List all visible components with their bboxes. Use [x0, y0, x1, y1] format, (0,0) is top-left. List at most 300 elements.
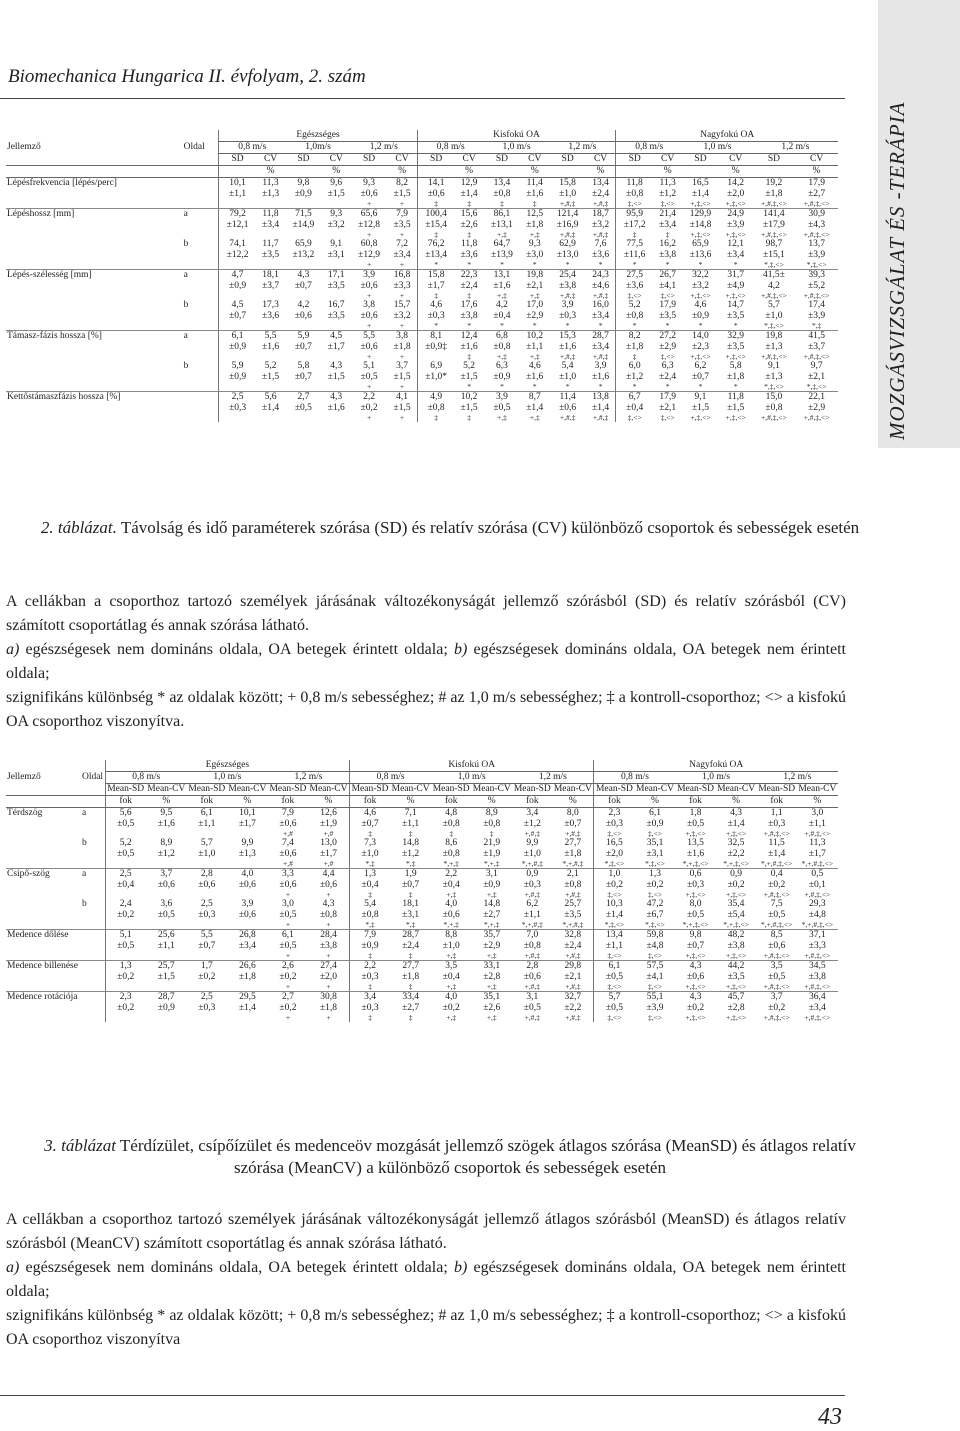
cell-value: 2,5 [119, 869, 132, 879]
cell-value: ±2,7 [483, 910, 501, 920]
table-row [6, 270, 838, 301]
cell-value: 44,2 [727, 961, 745, 971]
significance-mark: *,‡,<> [645, 859, 665, 868]
group-header: Kisfokú OA [350, 760, 594, 772]
metric-header: SD [417, 154, 454, 166]
cell-value: 16,0 [592, 300, 609, 310]
cell-value: 25,7 [157, 961, 175, 971]
data-cell [322, 270, 351, 301]
cell-value: 7,9 [282, 808, 294, 818]
row-side: b [81, 899, 87, 909]
cell-value: 3,8 [363, 300, 375, 310]
data-cell [471, 869, 512, 900]
data-cell [682, 300, 718, 331]
cell-value: ±1,6 [493, 281, 511, 291]
cell-value: 12,5 [526, 209, 544, 219]
cell-value: ±4,1 [659, 281, 677, 291]
cell-value: 9,9 [241, 838, 254, 848]
data-cell [512, 869, 552, 900]
cell-value: ±1,8 [626, 342, 644, 352]
cell-value: 11,8 [727, 392, 744, 402]
cell-value: ±0,4 [493, 311, 511, 321]
cell-value: ±0,8 [564, 880, 582, 890]
cell-value: 29,3 [809, 899, 826, 909]
cell-value: ±0,8 [626, 189, 644, 199]
significance-mark: +,#,‡ [524, 982, 541, 991]
cell-value: 2,5 [200, 992, 213, 1002]
data-cell [520, 239, 549, 270]
metric-header: CV [455, 154, 484, 166]
cell-value: ±1,7 [327, 342, 345, 352]
cell-value: ±1,6 [526, 189, 544, 199]
cell-value: 41,5 [808, 331, 825, 341]
cell-value: ±1,0 [559, 189, 577, 199]
data-cell [676, 930, 716, 961]
data-cell [256, 361, 285, 392]
data-cell [676, 961, 716, 992]
data-cell [549, 178, 585, 209]
significance-mark: *,+,#,‡ [521, 920, 543, 929]
cell-value: 3,9 [594, 361, 607, 371]
significance-mark: +,‡,<> [690, 413, 711, 422]
data-cell [387, 178, 417, 209]
row-label: Térdszög [6, 808, 81, 839]
cell-value: ±1,7 [427, 281, 445, 291]
data-cell [653, 239, 682, 270]
significance-mark: +,#,‡ [524, 829, 541, 838]
cell-value: 10,2 [526, 331, 544, 341]
data-cell [390, 838, 431, 869]
cell-value: 11,3 [659, 178, 676, 188]
cell-value: ±1,9 [483, 849, 501, 859]
data-cell [417, 392, 454, 423]
data-cell [350, 808, 391, 839]
significance-mark: *,+,‡ [484, 859, 500, 868]
data-cell [268, 930, 308, 961]
group-header: Nagyfokú OA [594, 760, 838, 772]
cell-value: 2,2 [364, 961, 377, 971]
metric-header: Mean-SD [188, 784, 226, 794]
data-cell [417, 300, 454, 331]
cell-value: 19,8 [526, 270, 544, 280]
significance-mark: + [326, 920, 331, 929]
significance-mark: ‡ [408, 951, 413, 960]
data-cell [512, 899, 552, 930]
data-cell [268, 899, 308, 930]
cell-value: 86,1 [493, 209, 511, 219]
cell-value: ±0,6 [279, 880, 297, 890]
speed-header: 1,0 m/s [484, 142, 550, 154]
metric-header: SD [682, 154, 718, 166]
data-cell [227, 930, 268, 961]
significance-mark: +,#,‡ [592, 230, 609, 239]
significance-mark: +,‡ [446, 951, 457, 960]
data-cell [616, 392, 653, 423]
data-cell [795, 361, 838, 392]
cell-value: 4,0 [445, 992, 458, 1002]
data-cell [586, 209, 616, 240]
significance-mark: *,+,‡,<> [682, 859, 709, 868]
cell-value: ±1,5 [393, 372, 411, 382]
data-cell [520, 392, 549, 423]
cell-value: 3,7 [770, 992, 783, 1002]
metric-header: CV [387, 154, 417, 166]
data-cell [308, 808, 350, 839]
cell-value: ±2,4 [564, 941, 582, 951]
cell-value: ±0,2 [117, 972, 135, 982]
cell-value: 19,8 [765, 331, 783, 341]
speed-header: 1,2 m/s [753, 142, 838, 154]
data-cell [471, 930, 512, 961]
cell-value: 2,5 [200, 899, 213, 909]
cell-value: ±1,5 [460, 403, 478, 413]
cell-value: ±0,6 [768, 941, 786, 951]
cell-value: 5,9 [231, 361, 244, 371]
significance-mark: + [285, 890, 291, 899]
significance-mark: ‡ [368, 951, 372, 960]
unit-header: fok [512, 796, 552, 808]
unit-header: % [797, 796, 838, 808]
data-cell [431, 869, 471, 900]
cell-value: ±1,1 [229, 189, 247, 199]
data-cell [431, 992, 471, 1023]
cell-value: 22,3 [460, 270, 478, 280]
note-b: b) [453, 641, 468, 658]
data-cell [653, 178, 682, 209]
data-cell [187, 808, 227, 839]
cell-value: ±0,3 [361, 972, 379, 982]
row-side [81, 992, 105, 1023]
cell-value: ±3,6 [592, 250, 610, 260]
cell-value: ±0,3 [559, 311, 577, 321]
note-a-text: egészségesek nem domináns oldala, OA betegek érintett oldala; [19, 1259, 454, 1276]
data-cell [520, 270, 549, 301]
cell-value: 5,7 [768, 300, 780, 310]
cell-value: ±0,9 [361, 941, 379, 951]
cell-value: 2,8 [200, 869, 213, 879]
significance-mark: ‡ [368, 982, 372, 991]
data-cell [351, 361, 387, 392]
cell-value: ±0,5 [294, 403, 312, 413]
cell-value: ±0,5 [768, 910, 786, 920]
cell-value: ±0,6 [198, 880, 216, 890]
significance-mark: +,#,‡ [524, 951, 541, 960]
cell-value: ±0,6 [427, 189, 445, 199]
data-cell [308, 961, 350, 992]
data-cell [350, 838, 391, 869]
metric-header: Mean-CV [308, 784, 350, 796]
significance-mark: * [434, 260, 438, 269]
cell-value: 55,1 [646, 992, 664, 1002]
data-cell [146, 808, 187, 839]
significance-mark: + [366, 199, 372, 208]
significance-mark: +,‡,<> [685, 951, 706, 960]
cell-value: 4,2 [297, 300, 310, 310]
cell-value: ±16,9 [556, 220, 579, 230]
significance-mark: +,‡ [529, 230, 540, 239]
cell-value: ±0,2 [687, 1003, 705, 1013]
cell-value: ±0,8 [523, 941, 541, 951]
cell-value: 65,6 [360, 209, 378, 219]
cell-value: 32,8 [564, 930, 582, 940]
note-line [6, 1256, 846, 1304]
data-cell [387, 331, 417, 362]
cell-value: ±0,8 [319, 910, 338, 920]
cell-value: ±2,7 [808, 189, 826, 199]
significance-mark: +,#,‡,<> [763, 951, 790, 960]
cell-value: 74,1 [229, 239, 246, 249]
data-cell [285, 300, 321, 331]
data-cell [682, 331, 718, 362]
cell-value: ±0,7 [229, 311, 247, 321]
cell-value: ±0,6 [360, 311, 378, 321]
data-cell [285, 331, 321, 362]
data-cell [455, 392, 484, 423]
cell-value: 1,0 [608, 869, 621, 879]
cell-value: ±3,8 [808, 972, 826, 982]
cell-value: ±0,2 [646, 880, 664, 890]
significance-mark: * [632, 321, 637, 330]
data-cell [256, 300, 285, 331]
cell-value: 13,1 [493, 270, 511, 280]
data-cell [634, 869, 675, 900]
cell-value: 9,3 [528, 239, 541, 249]
cell-value: ±3,5 [393, 220, 411, 230]
row-label: Csípő-szög [6, 869, 81, 900]
cell-value: ±0,5 [493, 403, 511, 413]
significance-mark: +,#,‡,<> [803, 413, 830, 422]
cell-value: 5,6 [264, 392, 277, 402]
significance-mark: ‡ [500, 199, 504, 208]
metric-header: Mean-CV [798, 784, 837, 794]
data-cell [682, 209, 718, 240]
data-cell [594, 899, 635, 930]
cell-value: ±1,1 [526, 342, 544, 352]
data-cell [716, 961, 757, 992]
row-label: Támasz-fázis hossza [%] [6, 331, 183, 362]
cell-value: 4,9 [430, 392, 443, 402]
cell-value: 22,1 [808, 392, 825, 402]
significance-mark: +,‡ [497, 230, 507, 239]
data-cell [520, 331, 549, 362]
cell-value: ±3,4 [238, 941, 256, 951]
data-cell [285, 392, 321, 423]
data-cell [322, 300, 351, 331]
cell-value: 12,4 [460, 331, 478, 341]
data-cell [351, 178, 387, 209]
cell-value: ±3,4 [393, 250, 411, 260]
data-cell [350, 869, 391, 900]
cell-value: 12,1 [727, 239, 745, 249]
cell-value: 14,8 [402, 838, 419, 848]
data-cell [616, 300, 653, 331]
row-side [183, 392, 219, 423]
data-cell [682, 239, 718, 270]
data-cell [431, 838, 471, 869]
cell-value: 9,9 [526, 838, 539, 848]
unit-header: % [455, 166, 484, 178]
data-cell [417, 361, 454, 392]
table-row [6, 838, 838, 869]
cell-value: 11,4 [526, 178, 543, 188]
cell-value: 27,2 [659, 331, 676, 341]
cell-value: 19,2 [765, 178, 783, 188]
cell-value: ±2,8 [727, 1003, 745, 1013]
note-b-text: egészségesek domináns oldala, OA betegek nem érintett oldala; [6, 1259, 846, 1300]
data-cell [268, 961, 308, 992]
cell-value: 4,6 [694, 300, 707, 310]
cell-value: 14,7 [727, 300, 745, 310]
significance-mark: ‡ [467, 230, 471, 239]
significance-mark: ‡,<> [660, 352, 675, 361]
cell-value: ±2,4 [402, 941, 420, 951]
significance-mark: +,#,‡,<> [761, 230, 787, 239]
cell-value: ±2,0 [727, 189, 745, 199]
data-cell [268, 869, 308, 900]
metric-header: CV [322, 154, 351, 166]
cell-value: 6,1 [649, 808, 661, 818]
cell-value: ±2,9 [526, 311, 544, 321]
cell-value: ±1,6 [592, 372, 610, 382]
significance-mark: ‡,<> [647, 1013, 663, 1022]
data-cell [797, 869, 838, 900]
cell-value: ±1,1 [402, 819, 420, 829]
significance-mark: ‡,<> [607, 829, 622, 838]
unit-spacer [6, 166, 183, 178]
cell-value: ±3,9 [808, 250, 826, 260]
cell-value: 31,7 [727, 270, 745, 280]
cell-value: 8,1 [430, 331, 443, 341]
cell-value: ±1,5 [727, 403, 745, 413]
data-cell [653, 209, 682, 240]
data-cell [187, 961, 227, 992]
cell-value: 17,4 [808, 300, 825, 310]
significance-mark: * [565, 321, 570, 330]
cell-value: ±0,2 [279, 972, 297, 982]
cell-value: 8,9 [160, 838, 173, 848]
cell-value: 98,7 [765, 239, 783, 249]
significance-mark: +,# [283, 829, 293, 838]
cell-value: ±1,4 [262, 403, 280, 413]
cell-value: 28,7 [402, 930, 419, 940]
significance-mark: + [326, 951, 331, 960]
significance-mark: + [399, 321, 405, 330]
note-b-text: egészségesek domináns oldala, OA betegek nem érintett oldala; [6, 641, 846, 682]
data-cell [146, 838, 187, 869]
cell-value: 21,9 [483, 838, 501, 848]
cell-value: ±0,9 [294, 189, 312, 199]
cell-value: ±0,5 [768, 972, 786, 982]
significance-mark: +,‡ [529, 291, 540, 300]
significance-mark: *,+,#,‡,<> [760, 859, 793, 868]
cell-value: ±0,6 [157, 880, 175, 890]
cell-value: 35,1 [483, 992, 501, 1002]
cell-value: ±3,5 [727, 342, 745, 352]
data-cell [256, 331, 285, 362]
row-label: Medence billenése [6, 961, 81, 992]
significance-mark: ‡ [368, 890, 372, 899]
table-2-caption [40, 517, 860, 539]
cell-value: ±0,7 [294, 342, 312, 352]
significance-mark: *,+,#,‡ [521, 859, 543, 868]
significance-mark: +,‡ [497, 413, 507, 422]
data-cell [471, 808, 512, 839]
cell-value: ±0,5 [117, 941, 135, 951]
section-side-label: MOZGÁSVIZSGÁLAT ÉS -TERÁPIA [885, 101, 909, 440]
cell-value: 7,9 [396, 209, 408, 219]
speed-header: 0,8 m/s [616, 142, 682, 154]
cell-value: 17,0 [526, 300, 544, 310]
significance-mark: *,‡,<> [806, 260, 827, 269]
data-cell [417, 239, 454, 270]
cell-value: ±3,5 [262, 250, 280, 260]
cell-value: 18,1 [262, 270, 279, 280]
cell-value: 13,4 [493, 178, 511, 188]
data-cell [512, 992, 552, 1023]
cell-value: ±1,0 [198, 849, 216, 859]
data-cell [227, 899, 268, 930]
cell-value: 8,0 [566, 808, 579, 818]
unit-header: % [227, 796, 268, 808]
cell-value: ±2,1 [564, 972, 582, 982]
unit-spacer [417, 166, 454, 178]
cell-value: ±3,2 [327, 220, 345, 230]
metric-header: Mean-CV [228, 784, 267, 794]
data-cell [105, 930, 146, 961]
cell-value: 45,7 [727, 992, 745, 1002]
row-label [6, 899, 81, 930]
cell-value: 16,8 [393, 270, 411, 280]
data-cell [634, 930, 675, 961]
significance-mark: * [598, 321, 603, 330]
cell-value: ±17,2 [623, 220, 646, 230]
data-cell [187, 930, 227, 961]
significance-mark: *,‡,<> [764, 260, 784, 269]
cell-value: ±0,3 [687, 880, 705, 890]
cell-value: ±1,5 [393, 403, 411, 413]
cell-value: ±1,5 [327, 372, 345, 382]
row-label [6, 361, 183, 392]
data-cell [757, 808, 797, 839]
data-cell [219, 209, 256, 240]
cell-value: 5,8 [729, 361, 742, 371]
significance-mark: +,‡,<> [726, 982, 747, 991]
significance-mark: +,‡,<> [685, 829, 706, 838]
significance-mark: +,‡,<> [685, 890, 706, 899]
significance-mark: + [366, 321, 372, 330]
header-divider [0, 98, 845, 99]
data-cell [256, 392, 285, 423]
data-cell [390, 961, 431, 992]
data-cell [146, 899, 187, 930]
cell-value: 8,0 [689, 899, 702, 909]
data-cell [390, 992, 431, 1023]
significance-mark: * [500, 382, 504, 391]
data-cell [676, 808, 716, 839]
cell-value: ±1,7 [238, 819, 256, 829]
data-cell [719, 209, 753, 240]
cell-value: 2,8 [526, 961, 539, 971]
cell-value: 3,6 [160, 899, 173, 909]
data-cell [105, 899, 146, 930]
cell-value: 60,8 [360, 239, 378, 249]
data-cell [797, 930, 838, 961]
note-line: szignifikáns különbség * az oldalak között; + 0,8 m/s sebességhez; # az 1,0 m/s sebességhez; ‡ a kontroll-csoporthoz; <> a kisfokú OA csoporthoz viszonyítva [6, 1307, 846, 1348]
cell-value: 11,8 [262, 209, 279, 219]
data-cell [471, 899, 512, 930]
cell-value: ±3,8 [659, 250, 677, 260]
data-cell [757, 992, 797, 1023]
